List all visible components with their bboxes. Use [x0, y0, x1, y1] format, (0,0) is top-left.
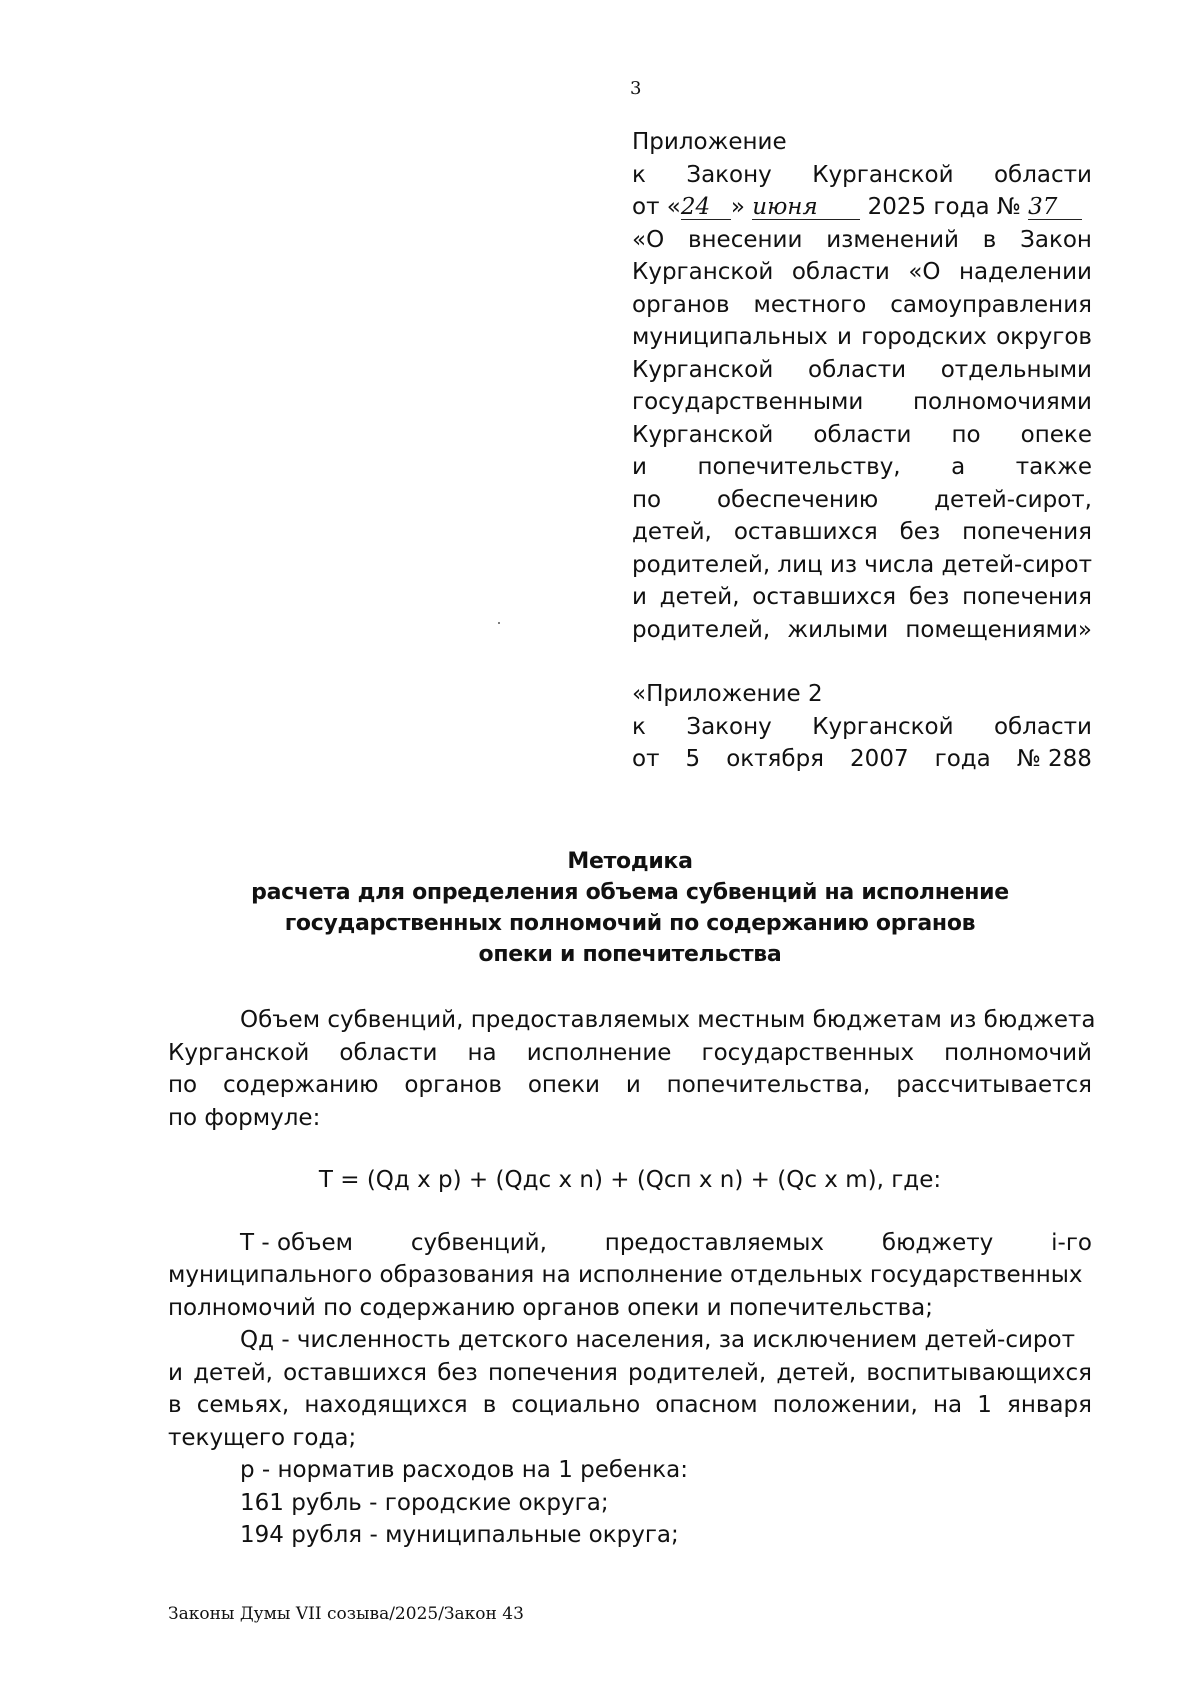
- para1-line2-word: полномочий: [944, 1039, 1092, 1066]
- def-q-line3-word: семьях,: [196, 1392, 290, 1418]
- appendix-title-word: местного: [753, 291, 867, 318]
- def-t-line1-word: бюджету: [881, 1229, 994, 1256]
- appendix-title-word: числа: [864, 551, 935, 578]
- appendix-title-word: попечения: [962, 584, 1092, 610]
- appendix-title-word: детей,: [659, 584, 740, 610]
- appendix-law-ref-words: [632, 159, 1092, 192]
- appendix-title-word: детей-сирот,: [934, 486, 1092, 513]
- appendix-title-word: лиц: [777, 551, 823, 578]
- para1-line2-word: Курганской: [168, 1039, 310, 1066]
- def-q-line3: [168, 1389, 1092, 1422]
- appendix2-law-ref-word: к: [632, 713, 646, 740]
- appendix2-law-ref-word: Курганской: [812, 713, 954, 740]
- def-q-line2-word: детей,: [776, 1359, 857, 1386]
- appendix-date-line: от «24 » июня 2025 года № 37: [632, 191, 1092, 224]
- appendix-title-word: по: [951, 421, 981, 448]
- appendix-law-ref-word: Закону: [686, 161, 772, 188]
- appendix-title-word: без: [908, 584, 950, 610]
- handwritten-law-number: 37: [1028, 195, 1082, 220]
- para1-line2-word: государственных: [701, 1039, 915, 1066]
- appendix-title-word: области: [813, 421, 912, 448]
- appendix-title-word: изменений: [826, 226, 960, 253]
- def-q-line3-word: положении,: [772, 1392, 918, 1418]
- appendix-title-word: детей-сирот: [941, 551, 1092, 578]
- def-q-line2-word: и: [168, 1359, 183, 1386]
- appendix2-law-ref-word: Закону: [686, 713, 772, 740]
- para1-line3-word: попечительства,: [666, 1072, 871, 1098]
- def-q-line3-word: в: [168, 1392, 182, 1418]
- def-q-line2-word: попечения: [487, 1359, 618, 1386]
- appendix2-date-word: октября: [726, 746, 825, 772]
- appendix-title-word: детей,: [632, 519, 712, 545]
- para1-line2-word: области: [339, 1039, 438, 1066]
- scan-speck: [498, 622, 500, 624]
- appendix-title-word: области: [808, 356, 907, 383]
- appendix-title-word: попечительству,: [697, 454, 901, 480]
- footer-doc-reference: Законы Думы VII созыва/2025/Закон 43: [168, 1604, 524, 1624]
- appendix-title-word: наделении: [959, 259, 1092, 285]
- appendix-law-ref: [632, 159, 1092, 192]
- appendix-title-word: в: [982, 226, 997, 253]
- appendix-title-word: без: [899, 519, 941, 545]
- def-t-line1-word: предоставляемых: [604, 1229, 825, 1256]
- appendix-title-word: области: [791, 259, 890, 285]
- def-q-line3-word: на: [932, 1392, 963, 1418]
- def-t-line2: муниципального образования на исполнение отдельных государственных: [168, 1262, 1083, 1288]
- document-title: [170, 846, 1090, 970]
- appendix-title-word: также: [1015, 454, 1092, 480]
- def-p-line1: p - норматив расходов на 1 ребенка:: [240, 1457, 688, 1483]
- appendix-title-word: Курганской: [632, 421, 774, 448]
- appendix2-law-ref: [632, 711, 1092, 744]
- appendix2-label: «Приложение 2: [632, 681, 823, 707]
- appendix-title-word: муниципальных: [632, 324, 828, 350]
- appendix-law-title: [632, 224, 1092, 647]
- appendix-title-line: [632, 581, 1092, 614]
- handwritten-day: 24: [681, 195, 731, 220]
- appendix-title-word: государственными: [632, 389, 864, 415]
- appendix-title-word: оставшихся: [752, 584, 897, 610]
- appendix-title-line: [632, 256, 1092, 289]
- appendix-title-word: по: [632, 486, 662, 513]
- formula: T = (Qд x p) + (Qдс x n) + (Qсп x n) + (Qс x m), где:: [318, 1167, 942, 1193]
- def-p-line2: 161 рубль - городские округа;: [240, 1489, 609, 1516]
- def-q-line2-word: родителей,: [627, 1359, 767, 1386]
- appendix-title-word: полномочиями: [912, 389, 1092, 415]
- def-q-line3-word: находящихся: [304, 1392, 468, 1418]
- appendix-title-word: обеспечению: [716, 486, 879, 513]
- def-q-line1: Qд - численность детского населения, за исключением детей-сирот: [240, 1327, 1075, 1353]
- def-q-line3-word: социально: [511, 1392, 641, 1418]
- appendix2-date-word: от: [632, 746, 660, 772]
- appendix-title-word: родителей,: [632, 551, 771, 578]
- def-t-line1-word: субвенций,: [410, 1229, 547, 1256]
- appendix-title-line: [632, 419, 1092, 452]
- appendix-title-word: из: [829, 551, 858, 578]
- appendix-title-line: [632, 516, 1092, 549]
- appendix2-date-word: года: [934, 746, 991, 772]
- appendix-title-word: «О: [908, 259, 941, 285]
- para1-line4: по формуле:: [168, 1104, 321, 1131]
- def-p-line3: 194 рубля - муниципальные округа;: [240, 1522, 679, 1548]
- def-q-line2-word: детей,: [193, 1359, 273, 1386]
- def-q-line2-word: без: [437, 1359, 478, 1386]
- appendix-title-line: [632, 549, 1092, 582]
- appendix-law-ref-word: Курганской: [812, 161, 954, 188]
- para1-line2-word: на: [467, 1039, 497, 1066]
- appendix2-law-ref-word: области: [993, 713, 1092, 740]
- para1-line3-word: по: [168, 1072, 198, 1098]
- def-q-line2-word: воспитывающихся: [866, 1359, 1092, 1386]
- appendix-title-line: [632, 614, 1092, 647]
- def-t-line1-word: T - объем: [240, 1229, 353, 1256]
- appendix-title-word: Курганской: [632, 356, 774, 383]
- def-q-line3-word: опасном: [655, 1392, 758, 1418]
- appendix-header: [632, 126, 1092, 776]
- appendix-title-word: отдельными: [940, 356, 1092, 383]
- def-q-line2: [168, 1357, 1092, 1390]
- appendix-title-word: органов: [632, 291, 730, 318]
- para1-line3: [168, 1069, 1092, 1102]
- def-t-line3: полномочий по содержанию органов опеки и попечительства;: [168, 1294, 933, 1321]
- def-t-line1: [168, 1227, 1092, 1260]
- appendix-title-word: оставшихся: [733, 519, 878, 545]
- appendix-law-ref-word: к: [632, 161, 646, 188]
- appendix-title-word: попечения: [962, 519, 1092, 545]
- appendix-title-word: и: [836, 324, 852, 350]
- para1-line3-word: органов: [404, 1072, 502, 1098]
- appendix-title-word: помещениями»: [905, 616, 1092, 643]
- appendix-title-word: «О: [632, 226, 665, 253]
- appendix-title-word: и: [632, 584, 647, 610]
- appendix2-date-line: [632, 743, 1092, 776]
- appendix-title-word: а: [951, 454, 966, 480]
- appendix-title-line: [632, 321, 1092, 354]
- appendix-title-word: городских: [861, 324, 987, 350]
- appendix-title-line: [632, 484, 1092, 517]
- para1-line2: [168, 1037, 1092, 1070]
- def-q-line3-word: января: [1007, 1392, 1092, 1418]
- title-line-3: государственных полномочий по содержанию органов: [284, 911, 976, 936]
- para1-line3-word: содержанию: [223, 1072, 379, 1098]
- appendix-title-word: жилыми: [787, 616, 889, 643]
- appendix-title-word: Закон: [1020, 226, 1092, 253]
- page-number: 3: [630, 78, 642, 99]
- appendix-title-word: родителей,: [632, 616, 771, 643]
- document-body: [168, 1004, 1096, 1552]
- appendix-title-line: [632, 451, 1092, 484]
- para1-line3-word: и: [625, 1072, 641, 1098]
- appendix-title-line: [632, 289, 1092, 322]
- para1-line3-word: опеки: [527, 1072, 600, 1098]
- appendix-title-line: [632, 386, 1092, 419]
- def-q-line3-word: 1: [977, 1392, 992, 1418]
- appendix-title-word: округов: [996, 324, 1092, 350]
- title-line-4: опеки и попечительства: [478, 942, 782, 967]
- appendix-title-word: и: [632, 454, 647, 480]
- appendix2-date-word: № 288: [1016, 746, 1092, 772]
- appendix-label: Приложение: [632, 129, 787, 155]
- appendix2-date-word: 5: [685, 746, 701, 772]
- appendix-title-word: самоуправления: [890, 291, 1092, 318]
- appendix-title-word: опеке: [1020, 421, 1092, 448]
- appendix-law-ref-word: области: [993, 161, 1092, 188]
- appendix-title-word: внесении: [687, 226, 803, 253]
- appendix-title-word: Курганской: [632, 259, 774, 285]
- handwritten-month: июня: [752, 195, 860, 220]
- def-q-line3-word: в: [482, 1392, 497, 1418]
- appendix-title-line: [632, 224, 1092, 257]
- title-line-2: расчета для определения объема субвенций на исполнение: [251, 880, 1009, 905]
- title-line-1: Методика: [567, 849, 693, 874]
- def-t-line1-word: i-го: [1051, 1229, 1092, 1256]
- appendix2-date-word: 2007: [850, 746, 909, 772]
- def-q-line4: текущего года;: [168, 1424, 357, 1451]
- para1-line2-word: исполнение: [526, 1039, 672, 1066]
- para1-line3-word: рассчитывается: [896, 1072, 1092, 1098]
- para1-line1: Объем субвенций, предоставляемых местным бюджетам из бюджета: [240, 1007, 1096, 1033]
- def-q-line2-word: оставшихся: [283, 1359, 428, 1386]
- appendix-title-line: [632, 354, 1092, 387]
